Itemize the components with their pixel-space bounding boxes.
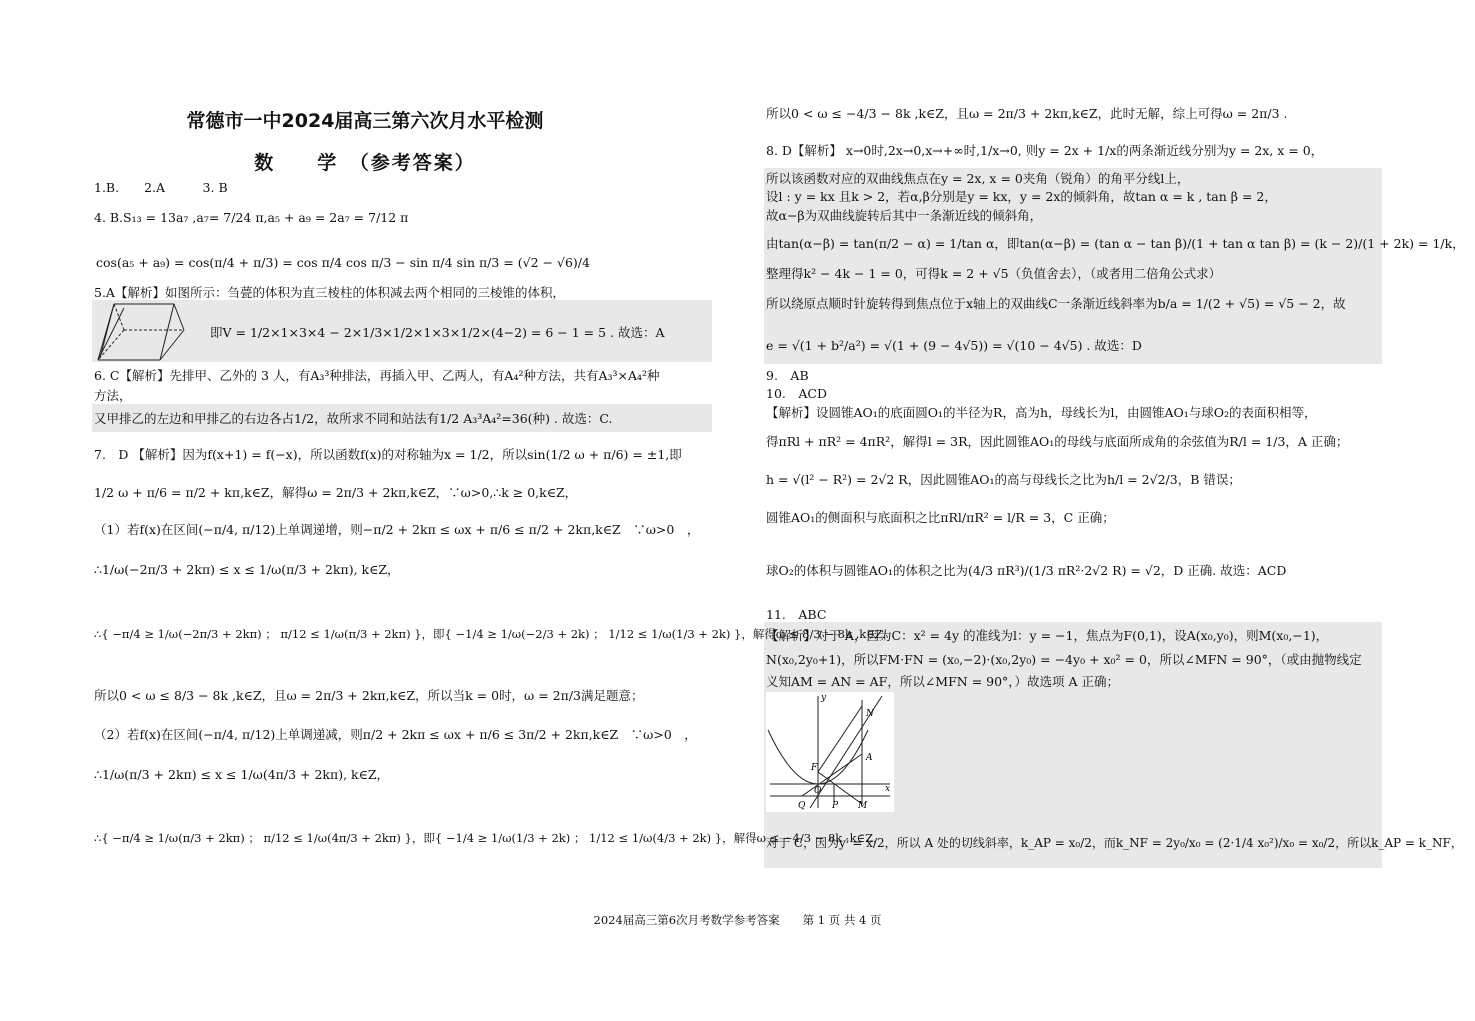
answer-line: ∴{ −π/4 ≥ 1/ω(π/3 + 2kπ) ； π/12 ≤ 1/ω(4π/3 + 2kπ) }，即{ −1/4 ≥ 1/ω(1/3 + 2k) ； 1/12 ≤ 1/ω(4/3 + 2k) }，解得ω ≤ −4/3 − 8k ,k∈Z，: [94, 831, 885, 845]
label-M: M: [858, 801, 868, 811]
answer-line: ∴1/ω(π/3 + 2kπ) ≤ x ≤ 1/ω(4π/3 + 2kπ), k∈Z，: [94, 767, 390, 782]
label-N: N: [866, 709, 874, 719]
answer-line: 即V = 1/2×1×3×4 − 2×1/3×1/2×1×3×1/2×(4−2) = 6 − 1 = 5 . 故选：A: [210, 325, 665, 340]
answer-line: 故α−β为双曲线旋转后其中一条渐近线的倾斜角，: [766, 208, 1043, 223]
answer-line: 义知AM = AN = AF，所以∠MFN = 90°，）故选项 A 正确；: [766, 674, 1120, 689]
answer-line: cos(a₅ + a₉) = cos(π/4 + π/3) = cos π/4 cos π/3 − sin π/4 sin π/3 = (√2 − √6)/4: [96, 255, 590, 270]
answer-line: 所以0 < ω ≤ 8/3 − 8k ,k∈Z，且ω = 2π/3 + 2kπ,k∈Z，所以当k = 0时，ω = 2π/3满足题意；: [94, 688, 644, 703]
answer-line: 所以绕原点顺时针旋转得到焦点位于x轴上的双曲线C一条渐近线斜率为b/a = 1/(2 + √5) = √5 − 2，故: [766, 296, 1346, 311]
answer-line: 【解析】设圆锥AO₁的底面圆O₁的半径为R，高为h，母线长为l，由圆锥AO₁与球O₂的表面积相等，: [766, 405, 1317, 420]
answer-line: 10. ACD: [766, 386, 827, 401]
answer-line: 设l : y = kx 且k > 2，若α,β分别是y = kx，y = 2x的倾斜角，故tan α = k , tan β = 2，: [766, 189, 1277, 204]
answer-line: 5.A【解析】如图所示：刍甍的体积为直三棱柱的体积减去两个相同的三棱锥的体积，: [94, 285, 565, 300]
label-F: F: [811, 763, 818, 773]
answer-line: 所以该函数对应的双曲线焦点在y = 2x, x = 0夹角（锐角）的角平分线l上，: [766, 171, 1190, 186]
answer-line: 【解析】对于 A，因为C：x² = 4y 的准线为l：y = −1，焦点为F(0,1)，设A(x₀,y₀)，则M(x₀,−1)，: [766, 628, 1329, 643]
answer-line: 7. D 【解析】因为f(x+1) = f(−x)，所以函数f(x)的对称轴为x = 1/2，所以sin(1/2 ω + π/6) = ±1,即: [94, 447, 682, 462]
page-subtitle: 数 学 （参考答案）: [254, 152, 476, 174]
answer-line: h = √(l² − R²) = 2√2 R，因此圆锥AO₁的高与母线长之比为h/l = 2√2/3，B 错误；: [766, 472, 1241, 487]
answer-line: 所以0 < ω ≤ −4/3 − 8k ,k∈Z，且ω = 2π/3 + 2kπ,k∈Z，此时无解，综上可得ω = 2π/3 .: [766, 106, 1288, 121]
answer-line: （1）若f(x)在区间(−π/4, π/12)上单调递增，则−π/2 + 2kπ ≤ ωx + π/6 ≤ π/2 + 2kπ,k∈Z ∵ω>0 ，: [94, 522, 700, 537]
answer-line: 方法，: [94, 388, 132, 403]
answer-line: 由tan(α−β) = tan(π/2 − α) = 1/tan α，即tan(α−β) = (tan α − tan β)/(1 + tan α tan β) = (k − 2)/(1 + 2k) = 1/k，: [766, 236, 1465, 251]
answer-line: 对于 C，因为y′ = x/2，所以 A 处的切线斜率，k_AP = x₀/2，而k_NF = 2y₀/x₀ = (2·1/4 x₀²)/x₀ = x₀/2，所以k_AP = k_NF，: [766, 836, 1463, 850]
parabola-figure: [766, 692, 894, 812]
answer-line: 1.B. 2.A 3. B: [94, 180, 228, 195]
label-O: O: [814, 786, 822, 796]
prism-figure: [94, 300, 186, 362]
answer-line: （2）若f(x)在区间(−π/4, π/12)上单调递减，则π/2 + 2kπ ≤ ωx + π/6 ≤ 3π/2 + 2kπ,k∈Z ∵ω>0 ，: [94, 727, 697, 742]
label-x: x: [885, 784, 891, 794]
answer-line: 9. AB: [766, 368, 809, 383]
page-footer: 2024届高三第6次月考数学参考答案 第 1 页 共 4 页: [593, 913, 882, 927]
answer-line: 整理得k² − 4k − 1 = 0，可得k = 2 + √5（负值舍去），（或者用二倍角公式求）: [766, 266, 1222, 281]
answer-line: e = √(1 + b²/a²) = √(1 + (9 − 4√5)) = √(10 − 4√5) . 故选：D: [766, 338, 1142, 353]
answer-line: 11. ABC: [766, 607, 827, 622]
answer-line: ∴1/ω(−2π/3 + 2kπ) ≤ x ≤ 1/ω(π/3 + 2kπ), k∈Z，: [94, 562, 400, 577]
answer-line: N(x₀,2y₀+1)，所以FM·FN = (x₀,−2)·(x₀,2y₀) = −4y₀ + x₀² = 0，所以∠MFN = 90°，（或由抛物线定: [766, 652, 1362, 667]
answer-line: 1/2 ω + π/6 = π/2 + kπ,k∈Z，解得ω = 2π/3 + 2kπ,k∈Z，∵ω>0,∴k ≥ 0,k∈Z，: [94, 485, 578, 500]
page-title: 常德市一中2024届高三第六次月水平检测: [186, 110, 544, 132]
answer-line: 又甲排乙的左边和甲排乙的右边各占1/2，故所求不同和站法有1/2 A₃³A₄²=36(种) . 故选：C.: [94, 411, 613, 426]
answer-line: 4. B.S₁₃ = 13a₇ ,a₇= 7/24 π,a₅ + a₉ = 2a₇ = 7/12 π: [94, 210, 409, 225]
answer-line: 圆锥AO₁的侧面积与底面积之比πRl/πR² = l/R = 3，C 正确；: [766, 510, 1115, 525]
answer-line: ∴{ −π/4 ≥ 1/ω(−2π/3 + 2kπ) ； π/12 ≤ 1/ω(π/3 + 2kπ) }，即{ −1/4 ≥ 1/ω(−2/3 + 2k) ； 1/12 ≤ 1/ω(1/3 + 2k) }，解得ω ≤ 8/3 − 8k ,k∈Z，: [94, 627, 895, 641]
answer-line: 8. D【解析】 x→0时,2x→0,x→+∞时,1/x→0, 则y = 2x + 1/x的两条渐近线分别为y = 2x, x = 0，: [766, 143, 1324, 158]
answer-line: 球O₂的体积与圆锥AO₁的体积之比为(4/3 πR³)/(1/3 πR²·2√2 R) = √2，D 正确. 故选：ACD: [766, 563, 1287, 578]
label-P: P: [832, 801, 839, 811]
answer-line: 得πRl + πR² = 4πR²，解得l = 3R，因此圆锥AO₁的母线与底面所成角的余弦值为R/l = 1/3，A 正确；: [766, 434, 1349, 449]
label-y: y: [821, 693, 827, 703]
answer-line: 6. C【解析】先排甲、乙外的 3 人，有A₃³种排法，再插入甲、乙两人，有A₄²种方法，共有A₃³×A₄²种: [94, 368, 660, 383]
label-Q: Q: [798, 801, 806, 811]
label-A: A: [866, 753, 873, 763]
